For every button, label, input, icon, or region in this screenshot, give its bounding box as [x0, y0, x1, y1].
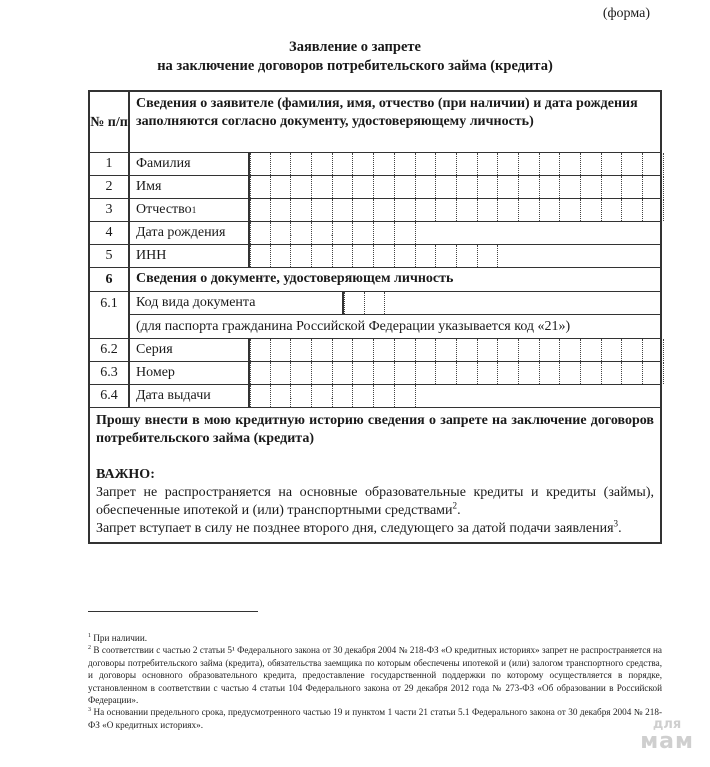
document-title: Заявление о запрете — [289, 39, 421, 55]
row-num: 6.4 — [90, 385, 130, 407]
char-cell[interactable] — [498, 199, 519, 221]
footnotes — [88, 632, 662, 731]
section-6-title: Сведения о документе, удостоверяющем личность — [136, 271, 454, 286]
char-cell[interactable] — [291, 245, 312, 267]
row-num: 6.3 — [90, 362, 130, 384]
char-cell[interactable] — [250, 199, 271, 221]
doc-row-6-2 — [90, 338, 660, 361]
application-table — [88, 90, 662, 544]
char-cell[interactable] — [436, 245, 457, 267]
char-cell[interactable] — [353, 222, 374, 244]
char-cell[interactable] — [395, 222, 416, 244]
text-input-field[interactable] — [250, 362, 660, 384]
char-cell[interactable] — [622, 199, 643, 221]
date-separator: . — [289, 390, 293, 402]
applicant-row-1 — [90, 152, 660, 175]
char-cell[interactable] — [478, 176, 499, 198]
applicant-row-4 — [90, 221, 660, 244]
footnote-2: $^2$ В соответствии с частью 2 статьи 5¹ Федерального закона от 30 декабря 2004 № 218-ФЗ «О кредитных историях» запрет не распространяется на договоры потребительского займа (кредита), обязательства заемщика по которым обеспечены ипотекой и (или) залогом транспортного средства, и договоры основного образовательного кредита, предоставление государственной поддержки по которому осуществляется в порядке, установленном в соответствии с частью 4 статьи 104 Федерального закона от 29 декабря 2012 года № 273-ФЗ «Об образовании в Российской Федерации». — [88, 645, 662, 706]
char-cell[interactable] — [436, 339, 457, 361]
char-cell[interactable] — [250, 245, 271, 267]
char-cell[interactable] — [416, 176, 437, 198]
char-cell[interactable] — [560, 176, 581, 198]
row-6-1 — [90, 291, 660, 338]
char-cell[interactable] — [333, 176, 354, 198]
char-cell[interactable] — [436, 362, 457, 384]
char-cell[interactable] — [271, 362, 292, 384]
char-cell[interactable] — [602, 339, 623, 361]
char-cell[interactable] — [291, 222, 312, 244]
char-cell[interactable] — [374, 362, 395, 384]
date-input-field[interactable] — [250, 222, 660, 244]
char-cell[interactable] — [498, 153, 519, 175]
char-cell[interactable] — [519, 176, 540, 198]
row-label: Дата выдачи — [130, 385, 250, 407]
footnote-1: $^1$ При наличии. — [88, 632, 148, 643]
request-text: Прошу внести в мою кредитную историю сведения о запрете на заключение договоров потребительского займа (кредита) — [96, 413, 654, 446]
char-cell[interactable] — [353, 245, 374, 267]
row-label: ИНН — [130, 245, 250, 267]
char-cell[interactable] — [271, 222, 292, 244]
char-cell[interactable] — [643, 199, 664, 221]
text-input-field[interactable] — [250, 339, 660, 361]
char-cell[interactable] — [457, 362, 478, 384]
char-cell[interactable] — [365, 292, 386, 314]
char-cell[interactable] — [457, 245, 478, 267]
char-cell[interactable] — [602, 199, 623, 221]
char-cell[interactable] — [478, 153, 499, 175]
char-cell[interactable] — [416, 153, 437, 175]
char-cell[interactable] — [540, 153, 561, 175]
char-cell[interactable] — [395, 339, 416, 361]
char-cell[interactable] — [436, 153, 457, 175]
char-cell[interactable] — [250, 222, 271, 244]
char-cell[interactable] — [312, 339, 333, 361]
char-cell[interactable] — [333, 339, 354, 361]
char-cell[interactable] — [560, 153, 581, 175]
char-cell[interactable] — [250, 176, 271, 198]
char-cell[interactable] — [498, 176, 519, 198]
header-text: Сведения о заявителе (фамилия, имя, отчество (при наличии) и дата рождения заполняются согласно документу, удостоверяющему личность) — [136, 96, 638, 129]
char-cell[interactable] — [540, 199, 561, 221]
row-label: Серия — [130, 339, 250, 361]
form-label: (форма) — [602, 6, 650, 21]
char-cell[interactable] — [374, 385, 395, 407]
header-num: № п/п — [90, 92, 130, 152]
char-cell[interactable] — [312, 199, 333, 221]
char-cell[interactable] — [374, 199, 395, 221]
char-cell[interactable] — [602, 153, 623, 175]
char-cell[interactable] — [312, 222, 333, 244]
char-cell[interactable] — [250, 385, 271, 407]
doc-row-6-4 — [90, 384, 660, 407]
row-num: 4 — [90, 222, 130, 244]
char-cell[interactable] — [353, 176, 374, 198]
char-cell[interactable] — [395, 153, 416, 175]
char-cell[interactable] — [353, 385, 374, 407]
char-cell[interactable] — [374, 339, 395, 361]
table-header-row — [90, 92, 660, 152]
char-cell[interactable] — [457, 153, 478, 175]
text-input-field[interactable] — [250, 199, 660, 221]
date-separator: . — [330, 390, 334, 402]
row-num: 6.2 — [90, 339, 130, 361]
char-cell[interactable] — [457, 199, 478, 221]
text-input-field[interactable] — [250, 245, 660, 267]
char-cell[interactable] — [271, 245, 292, 267]
char-cell[interactable] — [395, 362, 416, 384]
char-cell[interactable] — [333, 245, 354, 267]
char-cell[interactable] — [250, 362, 271, 384]
char-cell[interactable] — [519, 199, 540, 221]
row-num: 1 — [90, 153, 130, 175]
char-cell[interactable] — [478, 339, 499, 361]
char-cell[interactable] — [374, 153, 395, 175]
char-cell[interactable] — [643, 362, 664, 384]
char-cell[interactable] — [560, 362, 581, 384]
row-num: 5 — [90, 245, 130, 267]
document-code-note: (для паспорта гражданина Российской Федерации указывается код «21») — [136, 318, 571, 334]
char-cell[interactable] — [457, 176, 478, 198]
char-cell[interactable] — [271, 176, 292, 198]
char-cell[interactable] — [353, 153, 374, 175]
char-cell[interactable] — [291, 385, 312, 407]
row-label: Код вида документа — [130, 292, 344, 315]
footnote-separator — [88, 611, 258, 612]
char-cell[interactable] — [457, 339, 478, 361]
char-cell[interactable] — [312, 362, 333, 384]
doc-row-6-3 — [90, 361, 660, 384]
document-subtitle: на заключение договоров потребительского займа (кредита) — [157, 58, 553, 74]
char-cell[interactable] — [333, 362, 354, 384]
row-label: Фамилия — [130, 153, 250, 175]
char-cell[interactable] — [602, 176, 623, 198]
char-cell[interactable] — [374, 176, 395, 198]
char-cell[interactable] — [250, 339, 271, 361]
char-cell[interactable] — [581, 153, 602, 175]
char-cell[interactable] — [312, 176, 333, 198]
char-cell[interactable] — [436, 199, 457, 221]
char-cell[interactable] — [395, 199, 416, 221]
date-separator: . — [289, 227, 293, 239]
char-cell[interactable] — [291, 339, 312, 361]
char-cell[interactable] — [478, 245, 499, 267]
char-cell[interactable] — [416, 199, 437, 221]
row-label: Имя — [130, 176, 250, 198]
char-cell[interactable] — [581, 362, 602, 384]
char-cell[interactable] — [291, 362, 312, 384]
char-cell[interactable] — [333, 199, 354, 221]
char-cell[interactable] — [643, 176, 664, 198]
char-cell[interactable] — [519, 362, 540, 384]
applicant-row-2 — [90, 175, 660, 198]
char-cell[interactable] — [271, 385, 292, 407]
char-cell[interactable] — [643, 339, 664, 361]
document-code-field[interactable] — [344, 292, 660, 315]
request-block — [90, 407, 660, 542]
char-cell[interactable] — [344, 292, 365, 314]
char-cell[interactable] — [622, 339, 643, 361]
char-cell[interactable] — [581, 339, 602, 361]
applicant-row-3 — [90, 198, 660, 221]
char-cell[interactable] — [581, 199, 602, 221]
text-input-field[interactable] — [250, 153, 660, 175]
char-cell[interactable] — [271, 199, 292, 221]
char-cell[interactable] — [395, 245, 416, 267]
char-cell[interactable] — [333, 153, 354, 175]
row-label: Номер — [130, 362, 250, 384]
char-cell[interactable] — [353, 362, 374, 384]
watermark-logo: для мам — [640, 717, 694, 754]
section-6-num: 6 — [90, 268, 130, 291]
row-label: Отчество 1 — [130, 199, 250, 221]
char-cell[interactable] — [416, 362, 437, 384]
char-cell[interactable] — [291, 153, 312, 175]
char-cell[interactable] — [622, 362, 643, 384]
char-cell[interactable] — [353, 339, 374, 361]
char-cell[interactable] — [602, 362, 623, 384]
date-separator: . — [330, 227, 334, 239]
char-cell[interactable] — [312, 153, 333, 175]
text-input-field[interactable] — [250, 176, 660, 198]
char-cell[interactable] — [330, 222, 354, 244]
char-cell[interactable] — [436, 176, 457, 198]
char-cell[interactable] — [498, 339, 519, 361]
char-cell[interactable] — [353, 199, 374, 221]
char-cell[interactable] — [312, 385, 333, 407]
row-num: 3 — [90, 199, 130, 221]
applicant-row-5 — [90, 244, 660, 267]
char-cell[interactable] — [395, 385, 416, 407]
char-cell[interactable] — [540, 362, 561, 384]
section-6-row — [90, 267, 660, 291]
important-note-2: Запрет вступает в силу не позднее второго дня, следующего за датой подачи заявления$^3$. — [96, 518, 622, 536]
char-cell[interactable] — [416, 245, 437, 267]
char-cell[interactable] — [581, 176, 602, 198]
char-cell[interactable] — [374, 245, 395, 267]
char-cell[interactable] — [622, 153, 643, 175]
row-num: 2 — [90, 176, 130, 198]
footnote-3: $^3$ На основании предельного срока, предусмотренного частью 19 и пунктом 1 части 21 статьи 5.1 Федерального закона от 30 декабря 2004 № 218-ФЗ «О кредитных историях». — [88, 707, 663, 730]
char-cell[interactable] — [519, 339, 540, 361]
char-cell[interactable] — [560, 199, 581, 221]
char-cell[interactable] — [416, 339, 437, 361]
char-cell[interactable] — [395, 176, 416, 198]
char-cell[interactable] — [330, 385, 354, 407]
char-cell[interactable] — [271, 339, 292, 361]
char-cell[interactable] — [478, 362, 499, 384]
char-cell[interactable] — [271, 153, 292, 175]
char-cell[interactable] — [498, 362, 519, 384]
char-cell[interactable] — [540, 176, 561, 198]
char-cell[interactable] — [622, 176, 643, 198]
row-label: Дата рождения — [130, 222, 250, 244]
important-note-1: Запрет не распространяется на основные образовательные кредиты и кредиты (займы), обеспеченные ипотекой и (или) транспортными средствами$^2$. — [96, 485, 654, 518]
char-cell[interactable] — [250, 153, 271, 175]
important-label: ВАЖНО: — [96, 467, 155, 482]
row-num: 6.1 — [90, 292, 130, 338]
char-cell[interactable] — [291, 199, 312, 221]
char-cell[interactable] — [540, 339, 561, 361]
char-cell[interactable] — [519, 153, 540, 175]
char-cell[interactable] — [560, 339, 581, 361]
char-cell[interactable] — [312, 245, 333, 267]
char-cell[interactable] — [643, 153, 664, 175]
char-cell[interactable] — [374, 222, 395, 244]
char-cell[interactable] — [291, 176, 312, 198]
char-cell[interactable] — [478, 199, 499, 221]
date-input-field[interactable] — [250, 385, 660, 407]
